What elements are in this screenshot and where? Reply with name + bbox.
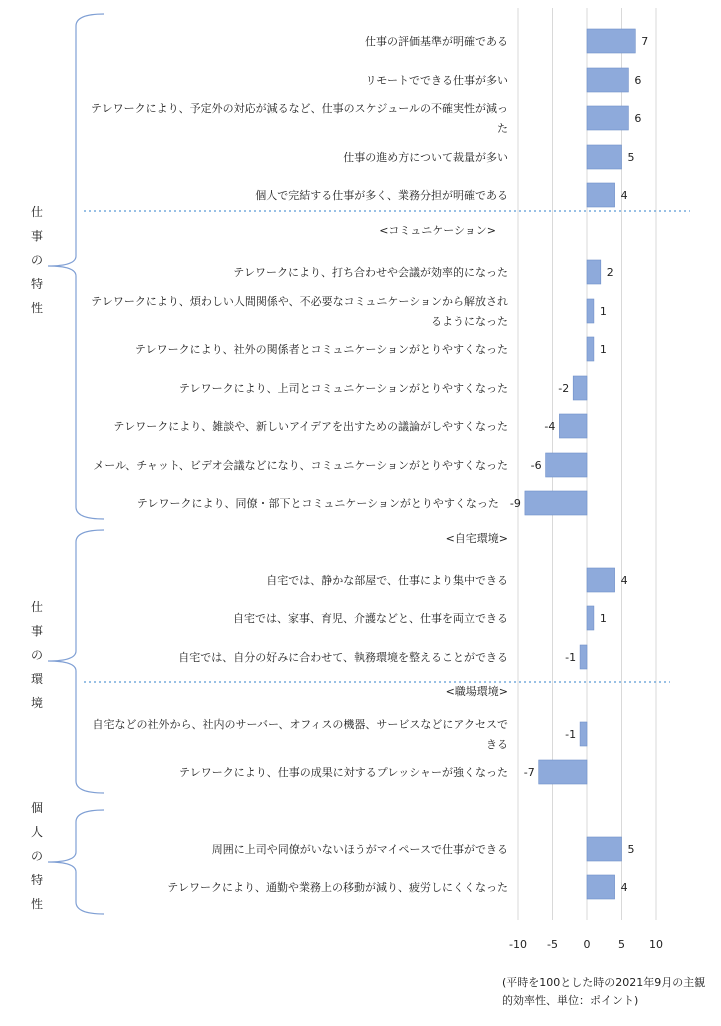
category-label: 自宅などの社外から、社内のサーバー、オフィスの機器、サービスなどにアクセスできる [92, 718, 508, 751]
group-label: 個人の特性 [30, 801, 44, 911]
group-brace [48, 14, 104, 519]
bar [587, 837, 622, 861]
category-label: メール、チャット、ビデオ会議などになり、コミュニケーションがとりやすくなった [93, 459, 508, 472]
tick-layer [509, 938, 663, 951]
bar [546, 453, 587, 477]
bar [580, 645, 587, 669]
category-label: 自宅では、家事、育児、介護などと、仕事を両立できる [233, 612, 508, 625]
bar-value-label: 5 [627, 151, 635, 164]
category-label: テレワークにより、仕事の成果に対するプレッシャーが強くなった [178, 766, 508, 779]
subheader: <コミュニケーション> [379, 224, 496, 237]
x-tick-label: 0 [583, 938, 591, 951]
bar [580, 722, 587, 746]
bar [587, 568, 615, 592]
bar-value-label: 5 [627, 843, 635, 856]
bar [539, 760, 587, 784]
bar [525, 491, 587, 515]
bar-value-label: 6 [634, 112, 642, 125]
bar-value-label: 1 [599, 343, 607, 356]
bar [587, 145, 622, 169]
bar-value-label: 4 [620, 574, 628, 587]
category-label: テレワークにより、同僚・部下とコミュニケーションがとりやすくなった [136, 497, 499, 510]
group-brace [48, 810, 104, 914]
bar-value-label: 1 [599, 612, 607, 625]
bar [587, 875, 615, 899]
subheader: <職場環境> [445, 685, 508, 698]
bar-value-label: 2 [606, 266, 614, 279]
bar [587, 260, 601, 284]
category-label: テレワークにより、煩わしい人間関係や、不必要なコミュニケーションから解放されるようになった [91, 295, 508, 328]
category-label: テレワークにより、打ち合わせや会議が効率的になった [233, 266, 508, 279]
subheader: <自宅環境> [445, 532, 508, 545]
category-label: 周囲に上司や同僚がいないほうがマイペースで仕事ができる [211, 843, 508, 856]
note-line-1: (平時を100とした時の2021年9月の主観 [502, 976, 706, 989]
x-tick-label: -5 [547, 938, 558, 951]
bar-value-label: -7 [523, 766, 535, 779]
category-label: テレワークにより、社外の関係者とコミュニケーションがとりやすくなった [134, 343, 508, 356]
category-label: 個人で完結する仕事が多く、業務分担が明確である [255, 189, 508, 202]
bar [587, 337, 594, 361]
bar-value-label: -1 [565, 651, 577, 664]
bar-value-label: 7 [641, 35, 649, 48]
category-label: テレワークにより、上司とコミュニケーションがとりやすくなった [178, 382, 508, 395]
category-label: 仕事の進め方について裁量が多い [343, 151, 508, 164]
x-tick-label: 10 [649, 938, 663, 951]
bar-value-label: -6 [530, 459, 542, 472]
bar [573, 376, 587, 400]
bar-value-label: 1 [599, 305, 607, 318]
x-tick-label: -10 [509, 938, 527, 951]
bar-value-label: 4 [620, 881, 628, 894]
category-label: 仕事の評価基準が明確である [365, 35, 508, 48]
bar [587, 29, 635, 53]
category-label: テレワークにより、通勤や業務上の移動が減り、疲労しにくくなった [167, 881, 508, 894]
group-brace [48, 530, 104, 793]
category-label: リモートでできる仕事が多い [365, 74, 508, 87]
category-label: 自宅では、静かな部屋で、仕事により集中できる [266, 574, 508, 587]
chart-note [502, 974, 717, 1010]
bar-value-label: -1 [565, 728, 577, 741]
bar-value-label: -2 [558, 382, 570, 395]
bar [587, 68, 628, 92]
bar-value-label: 4 [620, 189, 628, 202]
bar [559, 414, 587, 438]
bar-value-label: -4 [544, 420, 556, 433]
bar [587, 606, 594, 630]
bar-value-label: 6 [634, 74, 642, 87]
bar [587, 183, 615, 207]
bar [587, 106, 628, 130]
bar-value-label: -9 [509, 497, 521, 510]
bar [587, 299, 594, 323]
category-label: テレワークにより、予定外の対応が減るなど、仕事のスケジュールの不確実性が減った [90, 102, 508, 135]
group-label: 仕事の特性 [30, 205, 44, 315]
category-label: 自宅では、自分の好みに合わせて、執務環境を整えることができる [178, 651, 508, 664]
note-line-2: 的効率性、単位：ポイント) [502, 994, 639, 1007]
group-label: 仕事の環境 [30, 600, 44, 710]
x-tick-label: 5 [618, 938, 625, 951]
category-label: テレワークにより、雑談や、新しいアイデアを出すための議論がしやすくなった [113, 420, 508, 433]
